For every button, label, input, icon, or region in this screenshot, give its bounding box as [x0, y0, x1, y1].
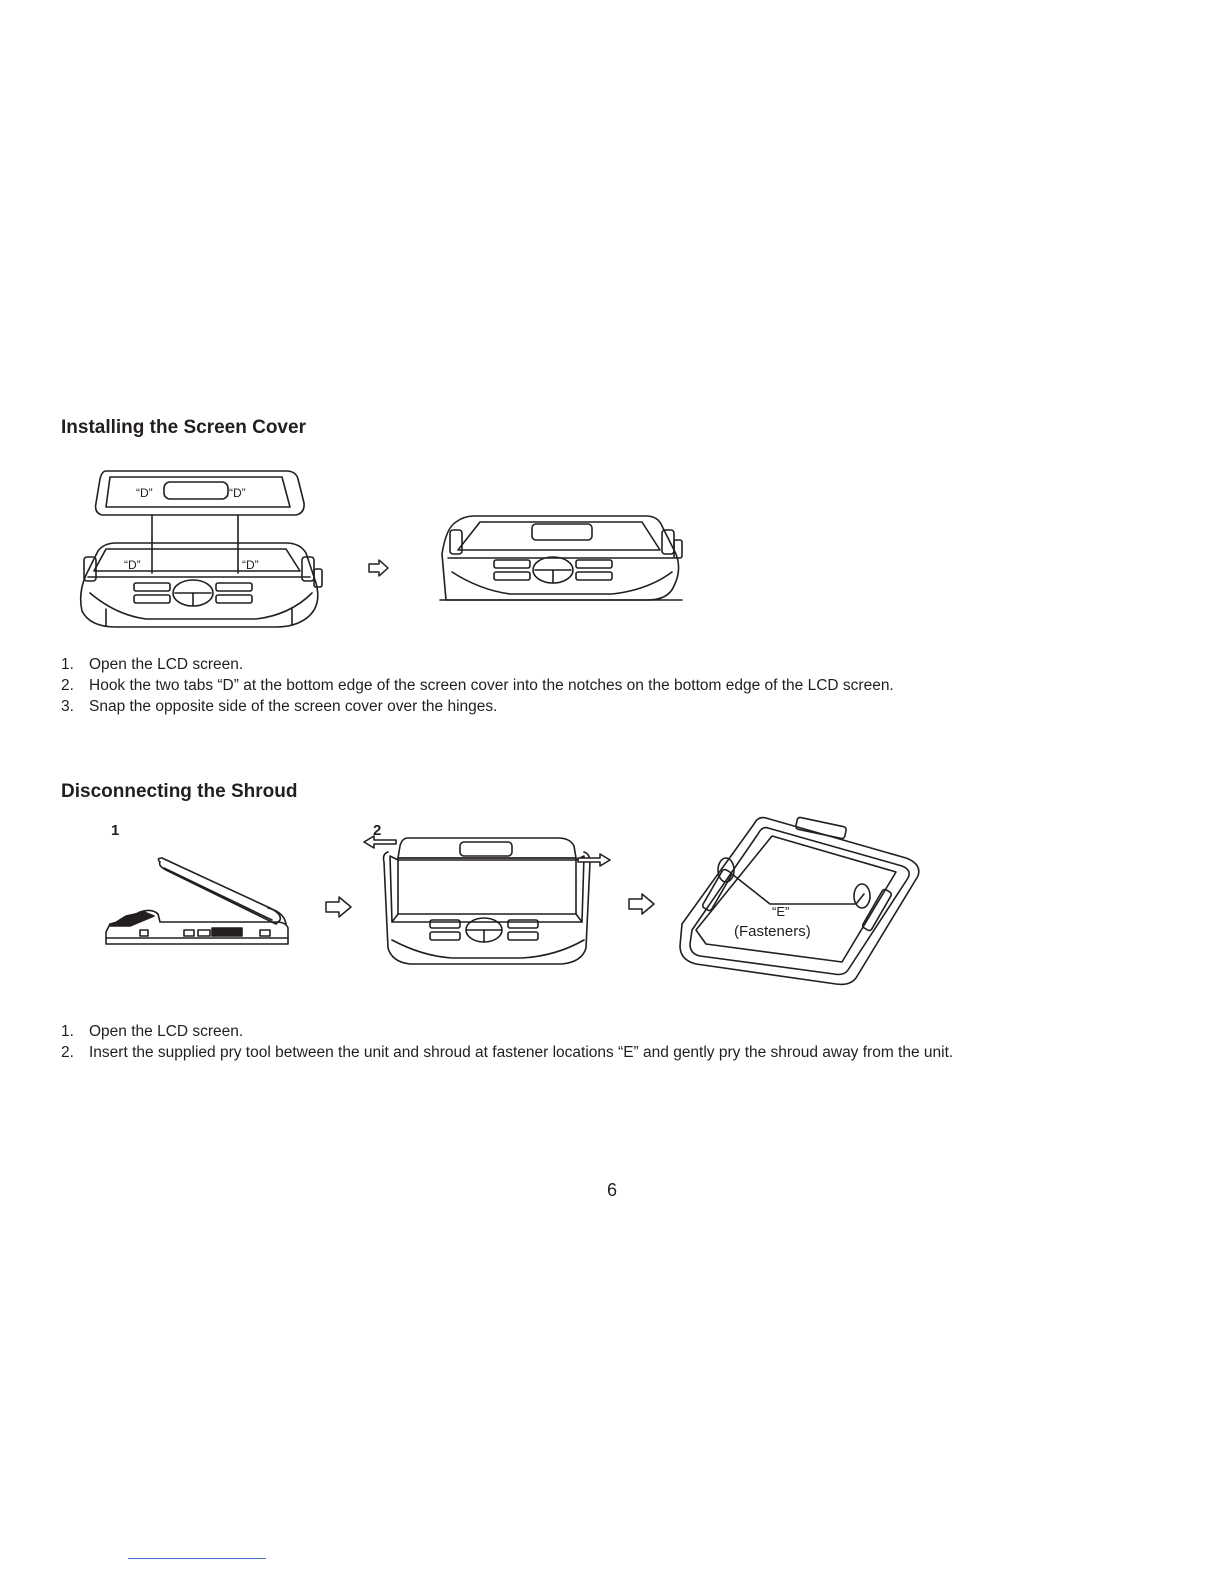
cover-installed-illustration	[436, 510, 686, 606]
unit-side-illustration	[100, 854, 294, 950]
step-text: Open the LCD screen.	[89, 1023, 244, 1040]
figure-shroud-fasteners	[676, 814, 926, 986]
step-item	[61, 696, 894, 717]
section-title-installing-screen-cover: Installing the Screen Cover	[61, 417, 306, 438]
step-number: 3.	[61, 698, 74, 715]
step-number: 1.	[61, 1023, 74, 1040]
fastener-name-label: (Fasteners)	[734, 923, 811, 940]
shroud-illustration	[676, 814, 926, 986]
step-item	[61, 654, 894, 675]
figure-step-number-1: 1	[111, 822, 120, 839]
cover-exploded-illustration	[76, 465, 326, 635]
notch-label-right: “D”	[242, 558, 259, 572]
figure-cover-exploded	[76, 465, 326, 635]
section-title-disconnecting-shroud: Disconnecting the Shroud	[61, 781, 298, 802]
step-number: 2.	[61, 677, 74, 694]
step-text: Snap the opposite side of the screen cover over the hinges.	[89, 698, 498, 715]
figure-cover-installed	[436, 510, 686, 606]
step-number: 1.	[61, 656, 74, 673]
step-text: Open the LCD screen.	[89, 656, 244, 673]
figure-unit-side-open	[100, 854, 294, 950]
step-text: Hook the two tabs “D” at the bottom edge of the screen cover into the notches on the bottom edge of the LCD screen.	[89, 677, 894, 694]
unit-front-illustration	[362, 830, 612, 968]
notch-label-left: “D”	[124, 558, 141, 572]
figure-unit-front-pry	[362, 830, 612, 968]
arrow-right-icon	[368, 559, 390, 582]
step-item	[61, 1021, 953, 1042]
arrow-right-icon	[628, 893, 656, 920]
step-item	[61, 1042, 953, 1063]
page-number: 6	[606, 1180, 617, 1200]
step-number: 2.	[61, 1044, 74, 1061]
tab-label-left: “D”	[136, 486, 153, 500]
figure-step-number-2: 2	[373, 822, 382, 839]
tab-label-right: “D”	[229, 486, 246, 500]
cover-window	[164, 482, 228, 499]
fastener-letter-label: “E”	[772, 904, 790, 919]
footer-divider	[128, 1558, 266, 1559]
arrow-right-icon	[325, 896, 353, 923]
steps-installing-screen-cover	[61, 654, 894, 717]
step-item	[61, 675, 894, 696]
steps-disconnecting-shroud	[61, 1021, 953, 1063]
control-buttons	[134, 580, 252, 606]
step-text: Insert the supplied pry tool between the unit and shroud at fastener locations “E” and gently pry the shroud away from the unit.	[89, 1044, 954, 1061]
